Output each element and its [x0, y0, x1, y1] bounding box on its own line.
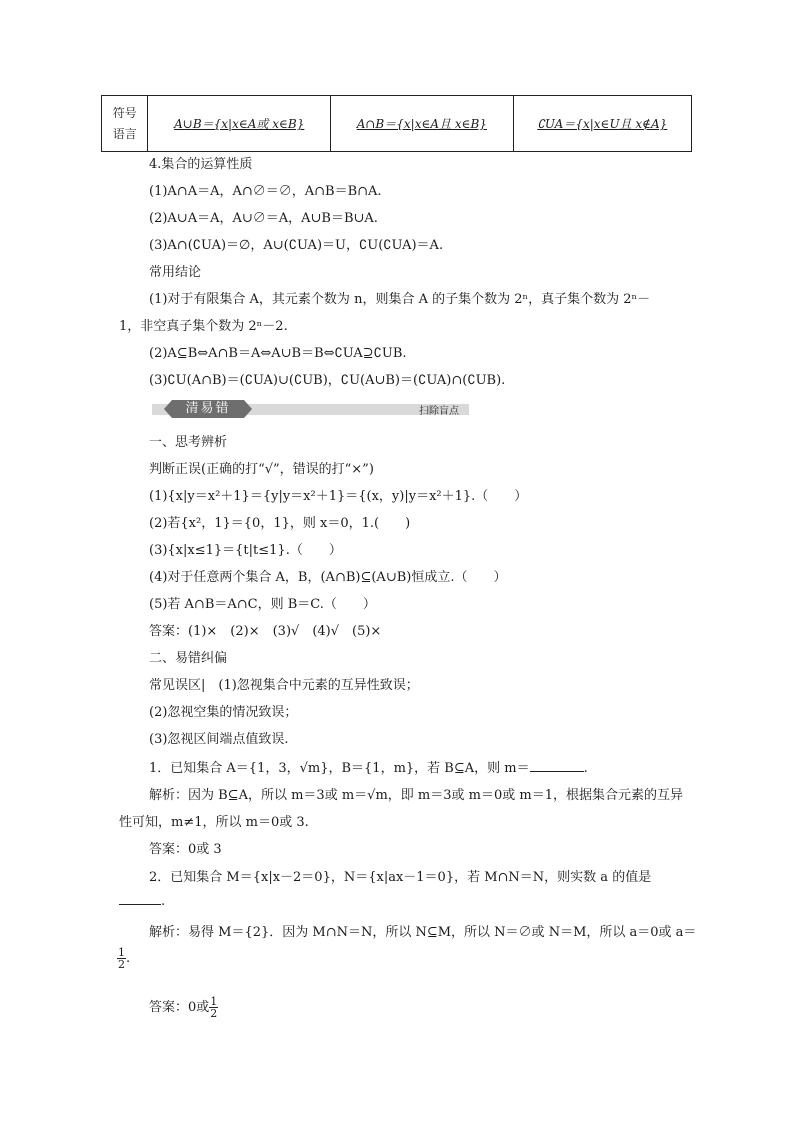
answer-1: 答案：0或 3: [149, 842, 222, 857]
solution-1-line1: 解析：因为 B⊆A，所以 m＝3或 m＝√m，即 m＝3或 m＝0或 m＝1，根据集合元素的互异: [149, 788, 683, 803]
judge-question-4: (4)对于任意两个集合 A，B，(A∩B)⊆(A∪B)恒成立.（ ）: [149, 570, 507, 585]
solution-1-line2: 性可知，m≠1，所以 m＝0或 3.: [119, 815, 309, 830]
conclusion-1-line2: 1，非空真子集个数为 2ⁿ－2.: [119, 319, 288, 334]
problem-1: 1．已知集合 A＝{1，3，√m}，B＝{1，m}，若 B⊆A，则 m＝ .: [149, 761, 588, 776]
section4-property-1: (1)A∩A＝A，A∩∅＝∅，A∩B＝B∩A.: [149, 184, 382, 199]
intersection-definition: A∩B＝{x|x∈A且 x∈B}: [331, 96, 514, 152]
common-mistake-3: (3)忽视区间端点值致误.: [149, 732, 289, 747]
section4-property-3: (3)A∩(∁UA)＝∅，A∪(∁UA)＝U，∁U(∁UA)＝A.: [149, 238, 444, 253]
section-banner: [152, 400, 469, 418]
judge-question-5: (5)若 A∩B＝A∩C，则 B＝C.（ ）: [149, 597, 376, 612]
complement-definition: ∁UA＝{x|x∈U且 x∉A}: [513, 96, 691, 152]
part1-instruction: 判断正误(正确的打“√”，错误的打“×”): [149, 462, 374, 477]
union-definition: A∪B＝{x|x∈A或 x∈B}: [148, 96, 331, 152]
common-mistakes-intro: 常见误区| (1)忽视集合中元素的互异性致误；: [149, 678, 419, 693]
conclusion-1-line1: (1)对于有限集合 A，其元素个数为 n，则集合 A 的子集个数为 2ⁿ，真子集个数为 2ⁿ－: [149, 292, 651, 307]
problem-2: 2．已知集合 M＝{x|x－2＝0}，N＝{x|ax－1＝0}，若 M∩N＝N，则实数 a 的值是: [149, 870, 652, 885]
banner-subtitle: 扫除盲点: [419, 406, 459, 417]
judge-question-1: (1){x|y＝x²＋1}＝{y|y＝x²＋1}＝{(x，y)|y＝x²＋1}.（ ）: [149, 489, 528, 504]
section4-property-2: (2)A∪A＝A，A∪∅＝A，A∪B＝B∪A.: [149, 211, 378, 226]
solution-2-fraction: $\frac{1}{2}$ .: [118, 946, 131, 971]
banner-tag: 清易错: [172, 400, 244, 418]
solution-2-line1: 解析：易得 M＝{2}．因为 M∩N＝N，所以 N⊆M，所以 N＝∅或 N＝M，所以 a＝0或 a＝: [149, 925, 697, 940]
part2-title: 二、易错纠偏: [149, 651, 228, 666]
symbol-language-table: [101, 95, 692, 152]
row-header-symbol-language: 符号 语言: [102, 96, 148, 152]
problem-2-blank-line: .: [119, 893, 165, 909]
judge-question-3: (3){x|x≤1}＝{t|t≤1}.（ ）: [149, 543, 342, 558]
answer-blank-2: [119, 893, 161, 905]
answer-2: 答案：0或 $\frac{1}{2}$: [149, 995, 218, 1020]
conclusion-2: (2)A⊆B⇔A∩B＝A⇔A∪B＝B⇔∁UA⊇∁UB.: [149, 346, 407, 361]
common-mistake-2: (2)忽视空集的情况致误；: [149, 705, 298, 720]
section4-title: 4.集合的运算性质: [149, 157, 253, 172]
conclusion-3: (3)∁U(A∩B)＝(∁UA)∪(∁UB)，∁U(A∪B)＝(∁UA)∩(∁UB).: [149, 373, 506, 388]
judge-question-2: (2)若{x²，1}＝{0，1}，则 x＝0，1.( ): [149, 516, 411, 531]
conclusions-title: 常用结论: [149, 265, 202, 280]
part1-title: 一、思考辨析: [149, 435, 228, 450]
part1-answer: 答案：(1)× (2)× (3)√ (4)√ (5)×: [149, 624, 382, 639]
answer-blank-1: [530, 760, 584, 772]
